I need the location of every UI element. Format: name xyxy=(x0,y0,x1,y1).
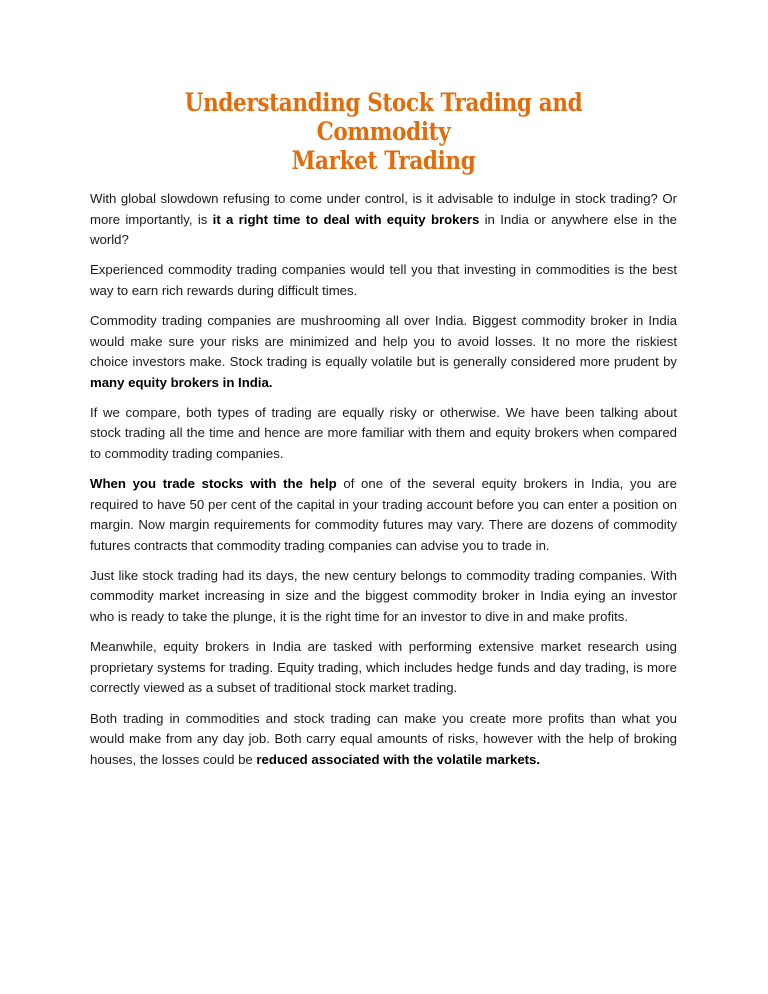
title-line-2: Market Trading xyxy=(291,146,476,175)
document-title xyxy=(131,88,636,175)
bold-text-run: it a right time to deal with equity brokers xyxy=(212,211,480,227)
paragraph-3 xyxy=(90,311,677,393)
text-run: If we compare, both types of trading are equally risky or otherwise. We have been talking about stock trading all the time and hence are more familiar with them and equity brokers when compared to commodity trading companies. xyxy=(90,404,677,461)
text-run: With global slowdown refusing to come under control, is it advisable to indulge in stock trading? Or more importantly, is xyxy=(90,191,677,227)
text-run: Experienced commodity trading companies would tell you that investing in commodities is the best way to earn rich rewards during difficult times. xyxy=(90,262,677,298)
paragraph-5 xyxy=(90,474,677,556)
paragraph-6 xyxy=(90,566,677,628)
text-run: Just like stock trading had its days, the new century belongs to commodity trading companies. With commodity market increasing in size and the biggest commodity broker in India eying an investor who is ready to take the plunge, it is the right time for an investor to dive in and make profits. xyxy=(90,567,677,624)
text-run: Both trading in commodities and stock trading can make you create more profits than what you would make from any day job. Both carry equal amounts of risks, however with the help of broking houses, the losses could be xyxy=(90,710,677,767)
text-run: Commodity trading companies are mushrooming all over India. Biggest commodity broker in India would make sure your risks are minimized and help you to avoid losses. It no more the riskiest choice investors make. Stock trading is equally volatile but is generally considered more prudent by xyxy=(90,313,677,370)
paragraph-1 xyxy=(90,189,677,251)
bold-text-run: reduced associated with the volatile markets. xyxy=(256,751,541,767)
text-run: of one of the several equity brokers in India, you are required to have 50 per cent of the capital in your trading account before you can enter a position on margin. Now margin requirements for commodity futures may vary. There are dozens of commodity futures contracts that commodity trading companies can advise you to trade in. xyxy=(90,476,677,553)
title-line-1: Understanding Stock Trading and Commodity xyxy=(184,88,583,146)
text-run: Meanwhile, equity brokers in India are tasked with performing extensive market research using proprietary systems for trading. Equity trading, which includes hedge funds and day trading, is more correctly viewed as a subset of traditional stock market trading. xyxy=(90,639,677,696)
paragraph-8 xyxy=(90,709,677,771)
paragraph-7 xyxy=(90,637,677,699)
document-page xyxy=(90,88,677,780)
paragraph-2 xyxy=(90,260,677,301)
text-run: in India or anywhere else in the world? xyxy=(90,211,678,247)
bold-text-run: When you trade stocks with the help xyxy=(90,476,337,492)
paragraph-4 xyxy=(90,403,677,465)
bold-text-run: many equity brokers in India. xyxy=(90,374,273,390)
